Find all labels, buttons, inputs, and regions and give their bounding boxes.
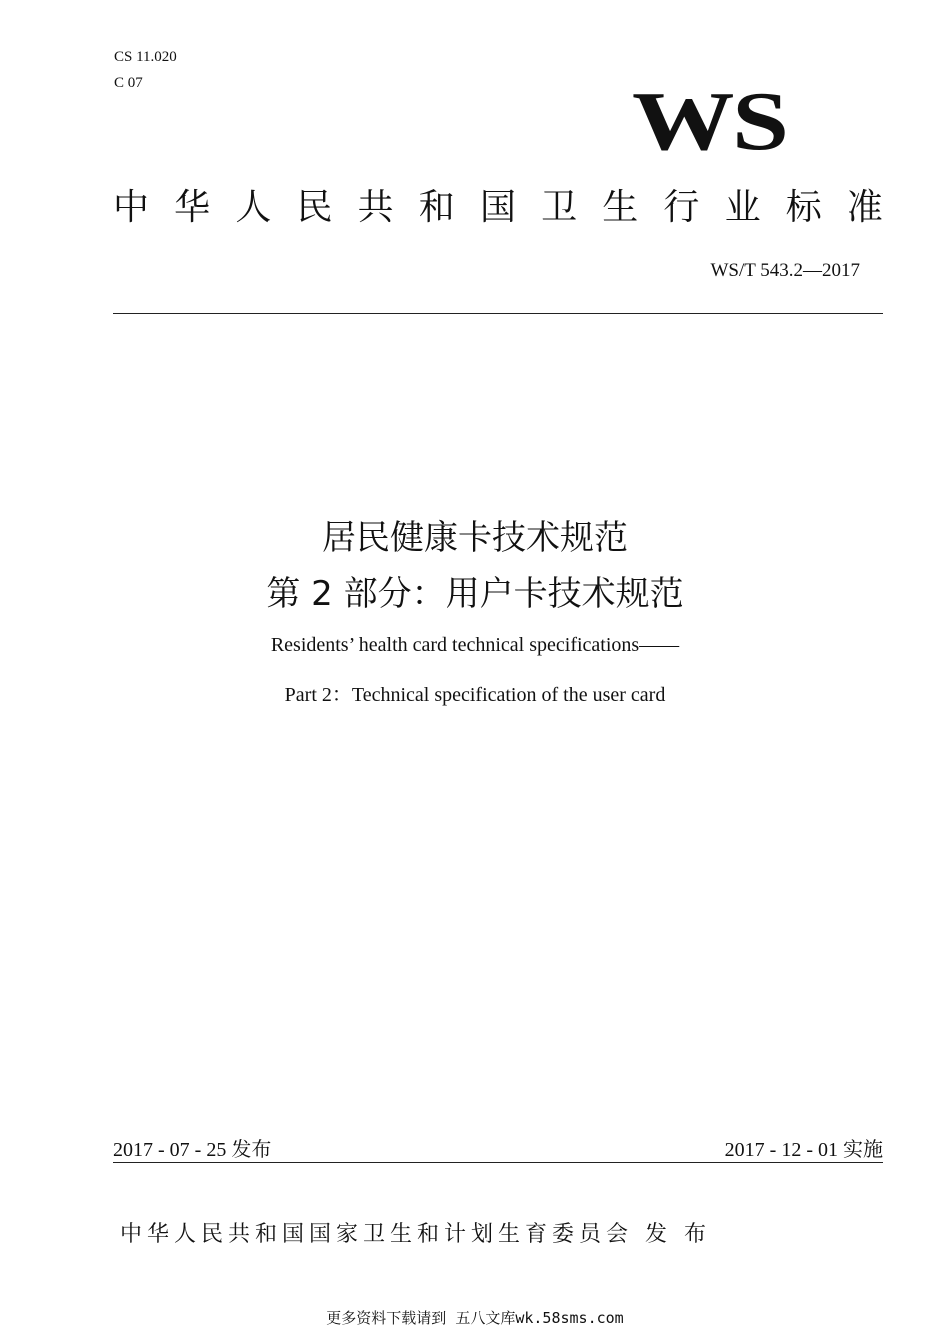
title-cn-part: 第 2 部分：用户卡技术规范 [266, 574, 684, 614]
standard-body-char: 生 [602, 187, 639, 228]
standard-body-char: 准 [846, 187, 883, 228]
publish-date: 2017 - 07 - 25 发布 [113, 1139, 272, 1161]
standard-body-char: 行 [663, 187, 700, 228]
standard-number: WS/T 543.2—2017 [710, 260, 860, 281]
standard-body-char: 业 [724, 187, 761, 228]
standard-body-char: 国 [479, 187, 516, 228]
standard-body-char: 卫 [541, 187, 578, 228]
header-divider [113, 313, 883, 314]
standard-body-char: 和 [418, 187, 455, 228]
implementation-date: 2017 - 12 - 01 实施 [724, 1139, 883, 1161]
standard-body-char: 共 [357, 187, 394, 228]
standard-body-char: 华 [174, 187, 211, 228]
title-en-part: Part 2：Technical specification of the user card [284, 684, 666, 706]
title-cn-main: 居民健康卡技术规范 [322, 518, 628, 558]
date-divider [113, 1162, 883, 1163]
standard-body-char: 民 [296, 187, 333, 228]
standard-body-title [113, 186, 883, 230]
standard-body-char: 人 [235, 187, 272, 228]
ws-logo: WS [632, 75, 787, 168]
download-footer: 更多资料下载请到 五八文库wk.58sms.com [326, 1309, 624, 1327]
standard-body-char: 中 [113, 187, 150, 228]
issuing-authority: 中华人民共和国国家卫生和计划生育委员会 发 布 [120, 1222, 711, 1247]
standard-body-char: 标 [785, 187, 822, 228]
ics-code: CS 11.020 [114, 49, 177, 65]
ccs-code: C 07 [114, 75, 143, 91]
title-en-main: Residents’ health card technical specifications—— [270, 634, 680, 656]
